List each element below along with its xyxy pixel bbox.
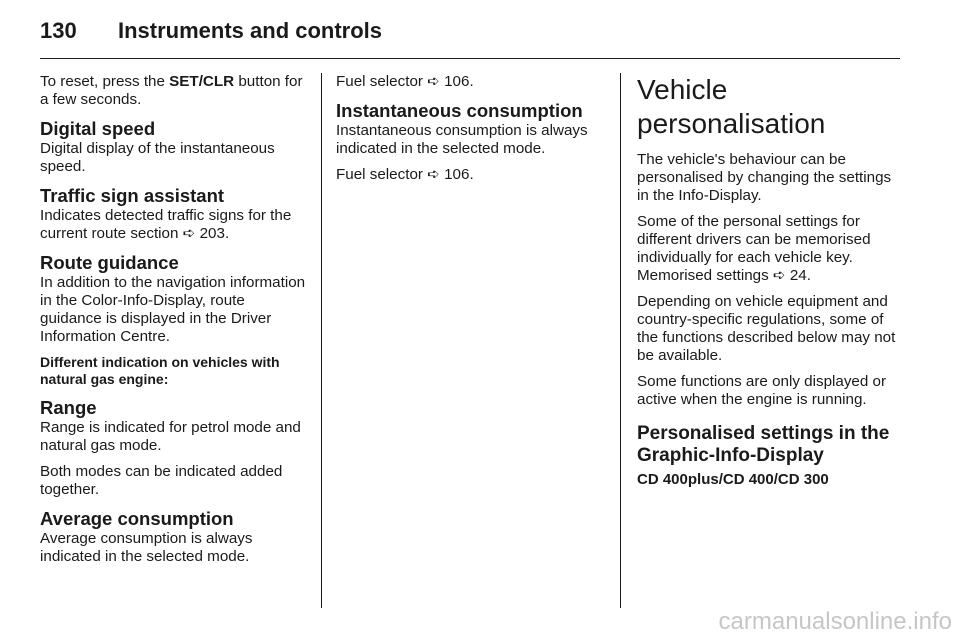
route-guidance-heading: Route guidance — [40, 252, 179, 273]
traffic-sign-text: Indicates detected traffic signs for the current route section ➪ 203. — [40, 207, 292, 242]
column-divider-2 — [620, 73, 621, 608]
range-text-1: Range is indicated for petrol mode and natural gas mode. — [40, 419, 301, 454]
digital-speed-heading: Digital speed — [40, 118, 156, 139]
vehicle-personalisation-heading: Vehicle personalisation — [637, 74, 826, 139]
watermark: carmanualsonline.info — [718, 608, 952, 635]
range-heading: Range — [40, 397, 97, 418]
page-number: 130 — [40, 18, 77, 43]
radio-models-subheading: CD 400plus/CD 400/CD 300 — [637, 471, 829, 488]
personalised-settings-heading: Personalised settings in the Graphic-Info-Display — [637, 423, 890, 466]
set-clr-button-label: SET/CLR — [169, 73, 235, 90]
average-consumption-text: Average consumption is always indicated in the selected mode. — [40, 530, 253, 565]
personalisation-paragraph-3: Depending on vehicle equipment and country-specific regulations, some of the functions described below may not be available. — [637, 293, 896, 364]
digital-speed-text: Digital display of the instantaneous speed. — [40, 140, 275, 175]
page-header — [40, 18, 900, 62]
header-rule — [40, 58, 900, 59]
column-1 — [40, 73, 308, 574]
column-3 — [637, 73, 905, 489]
page-title: Instruments and controls — [118, 18, 383, 43]
personalisation-paragraph-2: Some of the personal settings for different drivers can be memorised individually for each vehicle key. Memorised settings ➪ 24. — [637, 213, 871, 284]
personalisation-paragraph-1: The vehicle's behaviour can be personalised by changing the settings in the Info-Display. — [637, 151, 892, 204]
range-text-2: Both modes can be indicated added together. — [40, 463, 283, 498]
personalisation-paragraph-4: Some functions are only displayed or active when the engine is running. — [637, 373, 887, 408]
fuel-selector-ref-1[interactable]: Fuel selector ➪ 106. — [336, 73, 474, 90]
route-guidance-text: In addition to the navigation information in the Color-Info-Display, route guidance is displayed in the Driver Information Centre. — [40, 274, 306, 345]
instantaneous-consumption-text: Instantaneous consumption is always indicated in the selected mode. — [336, 122, 588, 157]
natural-gas-heading: Different indication on vehicles with natural gas engine: — [40, 354, 280, 387]
instantaneous-consumption-heading: Instantaneous consumption — [336, 100, 583, 121]
traffic-sign-heading: Traffic sign assistant — [40, 185, 225, 206]
column-2 — [336, 73, 604, 192]
column-divider-1 — [321, 73, 322, 608]
reset-paragraph: To reset, press the SET/CLR button for a few seconds. — [40, 73, 303, 108]
fuel-selector-ref-2[interactable]: Fuel selector ➪ 106. — [336, 166, 474, 183]
average-consumption-heading: Average consumption — [40, 508, 234, 529]
